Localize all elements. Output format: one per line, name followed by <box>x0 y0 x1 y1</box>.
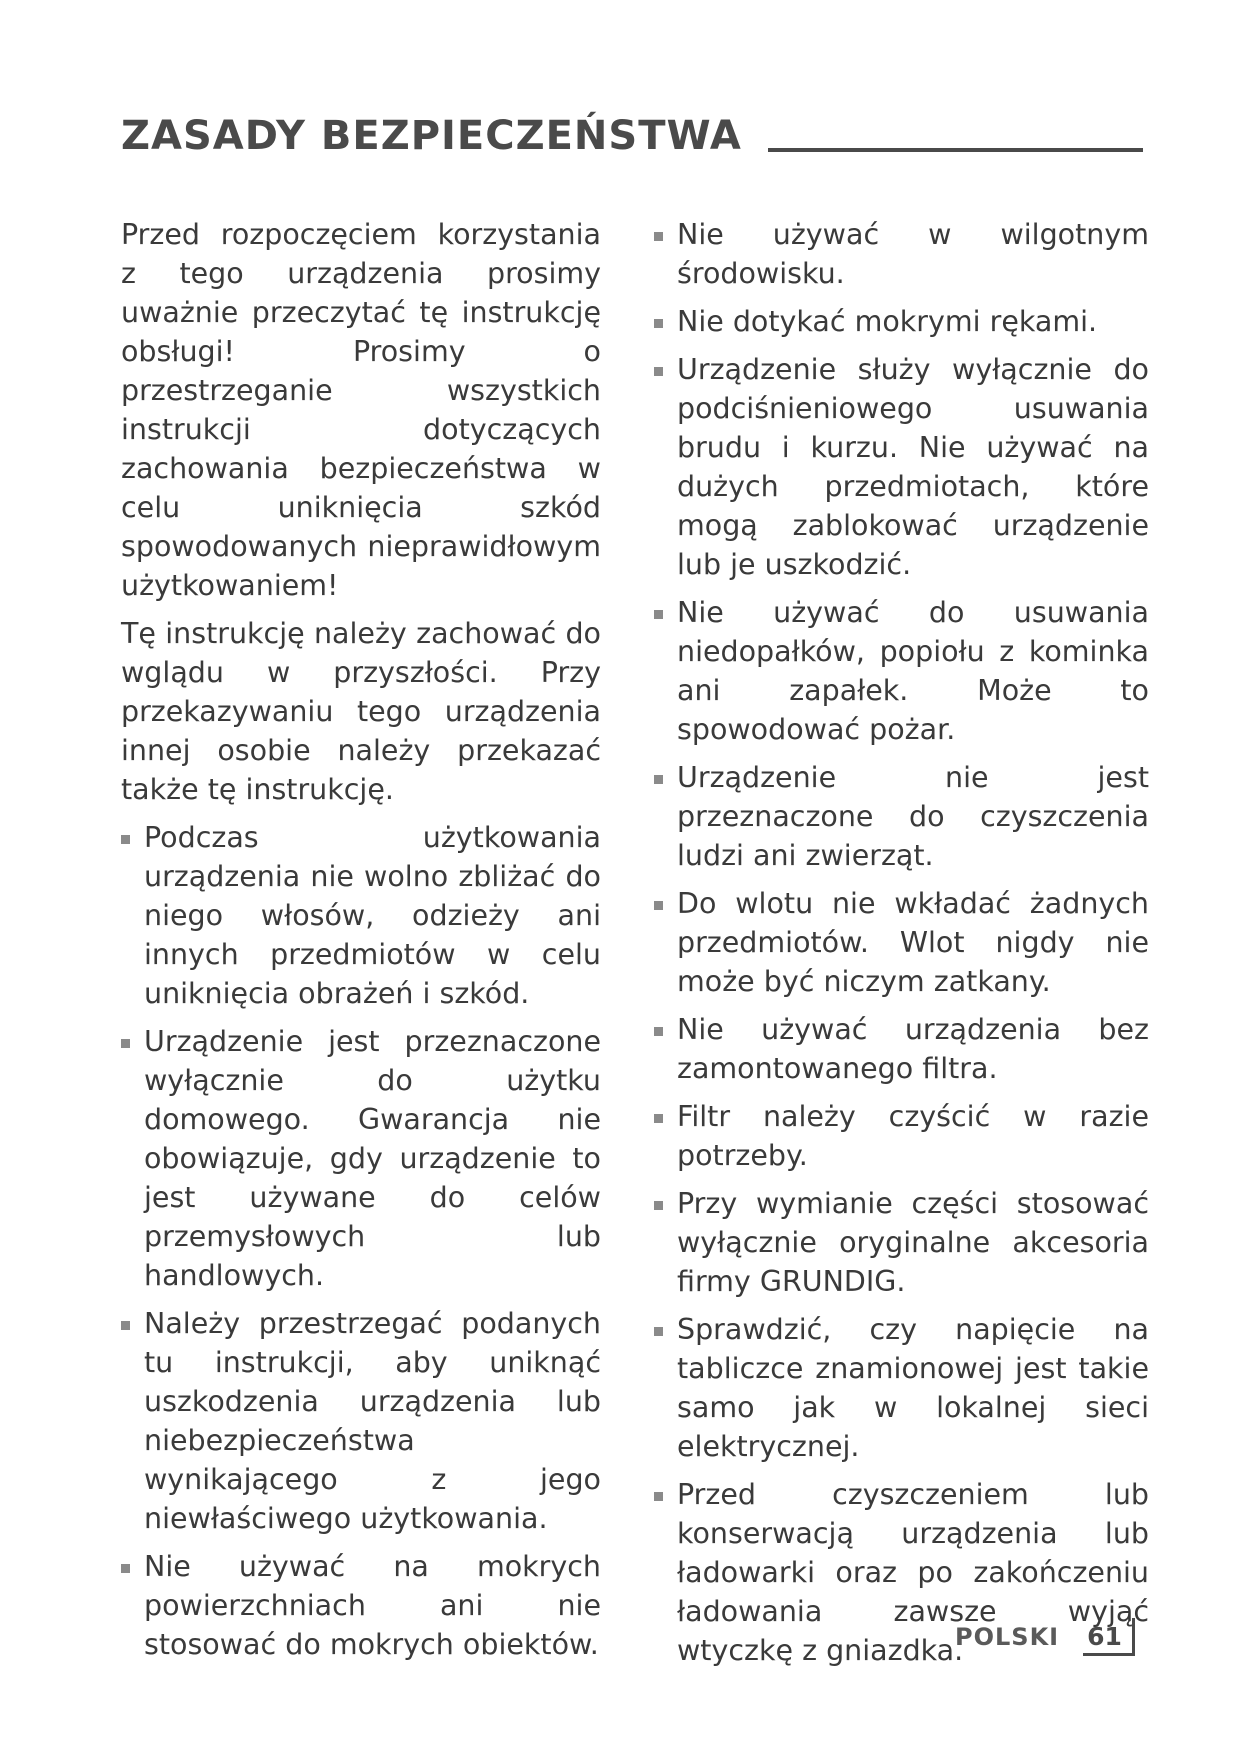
list-item-text: Urządzenie służy wyłącznie do podciśnieniowego usuwania brudu i kurzu. Nie używać na dużych przedmiotach, które mogą zablokować urządzenie lub je uszkodzić. <box>677 353 1149 581</box>
section-header <box>121 112 1121 160</box>
right-column <box>654 215 1149 1679</box>
list-item-text: Nie używać do usuwania niedopałków, popiołu z kominka ani zapałek. Może to spowodować pożar. <box>677 596 1149 746</box>
list-item-text: Należy przestrzegać podanych tu instrukcji, aby uniknąć uszkodzenia urządzenia lub niebezpieczeństwa wynikającego z jego niewłaściwego użytkowania. <box>144 1307 601 1535</box>
left-column <box>121 215 601 1673</box>
list-item-text: Urządzenie jest przeznaczone wyłącznie do użytku domowego. Gwarancja nie obowiązuje, gdy urządzenie to jest używane do celów przemysłowych lub handlowych. <box>144 1025 601 1292</box>
list-item <box>654 1097 1149 1175</box>
list-item <box>654 350 1149 584</box>
bullet-square-icon <box>654 319 663 328</box>
page-title: ZASADY BEZPIECZEŃSTWA <box>121 113 742 159</box>
list-item <box>654 593 1149 749</box>
list-item <box>121 1022 601 1295</box>
right-safety-list <box>654 215 1149 1670</box>
bullet-square-icon <box>654 1492 663 1501</box>
list-item-text: Filtr należy czyścić w razie potrzeby. <box>677 1100 1149 1172</box>
bullet-square-icon <box>654 232 663 241</box>
intro-paragraph: Przed rozpoczęciem korzystania z tego urządzenia prosimy uważnie przeczytać tę instrukcję obsługi! Prosimy o przestrzeganie wszystkich instrukcji dotyczących zachowania bezpieczeństwa w celu uniknięcia szkód spowodowanych nieprawidłowym użytkowaniem! <box>121 218 601 602</box>
page-number: 61 <box>1083 1618 1135 1656</box>
list-item <box>654 758 1149 875</box>
bullet-square-icon <box>121 835 130 844</box>
list-item <box>654 884 1149 1001</box>
bullet-square-icon <box>121 1039 130 1048</box>
keep-instructions-paragraph: Tę instrukcję należy zachować do wglądu w przyszłości. Przy przekazywaniu tego urządzenia innej osobie należy przekazać także tę instrukcję. <box>121 617 601 806</box>
bullet-square-icon <box>654 1201 663 1210</box>
list-item-text: Nie dotykać mokrymi rękami. <box>677 305 1098 338</box>
bullet-square-icon <box>654 775 663 784</box>
list-item-text: Urządzenie nie jest przeznaczone do czyszczenia ludzi ani zwierząt. <box>677 761 1149 872</box>
page-footer <box>955 1615 1130 1659</box>
list-item-text: Nie używać na mokrych powierzchniach ani nie stosować do mokrych obiektów. <box>144 1550 601 1661</box>
bullet-square-icon <box>654 901 663 910</box>
title-rule <box>768 148 1143 152</box>
bullet-square-icon <box>654 367 663 376</box>
left-safety-list <box>121 818 601 1664</box>
list-item-text: Przy wymianie części stosować wyłącznie oryginalne akcesoria firmy GRUNDIG. <box>677 1187 1149 1298</box>
list-item-text: Przed czyszczeniem lub konserwacją urządzenia lub ładowarki oraz po zakończeniu ładowania zawsze wyjąć wtyczkę z gniazdka. <box>677 1478 1149 1667</box>
list-item-text: Do wlotu nie wkładać żadnych przedmiotów. Wlot nigdy nie może być niczym zatkany. <box>677 887 1149 998</box>
bullet-square-icon <box>654 1327 663 1336</box>
list-item-text: Sprawdzić, czy napięcie na tabliczce znamionowej jest takie samo jak w lokalnej sieci elektrycznej. <box>677 1313 1149 1463</box>
list-item <box>654 1184 1149 1301</box>
bullet-square-icon <box>121 1321 130 1330</box>
list-item <box>654 1310 1149 1466</box>
bullet-square-icon <box>121 1564 130 1573</box>
list-item <box>654 302 1149 341</box>
list-item <box>654 1010 1149 1088</box>
bullet-square-icon <box>654 1114 663 1123</box>
list-item <box>121 1304 601 1538</box>
list-item-text: Nie używać urządzenia bez zamontowanego filtra. <box>677 1013 1149 1085</box>
language-label: POLSKI <box>955 1623 1060 1651</box>
list-item <box>654 215 1149 293</box>
list-item-text: Podczas użytkowania urządzenia nie wolno zbliżać do niego włosów, odzieży ani innych przedmiotów w celu uniknięcia obrażeń i szkód. <box>144 821 601 1010</box>
list-item-text: Nie używać w wilgotnym środowisku. <box>677 218 1149 290</box>
list-item <box>121 1547 601 1664</box>
bullet-square-icon <box>654 1027 663 1036</box>
bullet-square-icon <box>654 610 663 619</box>
list-item <box>121 818 601 1013</box>
